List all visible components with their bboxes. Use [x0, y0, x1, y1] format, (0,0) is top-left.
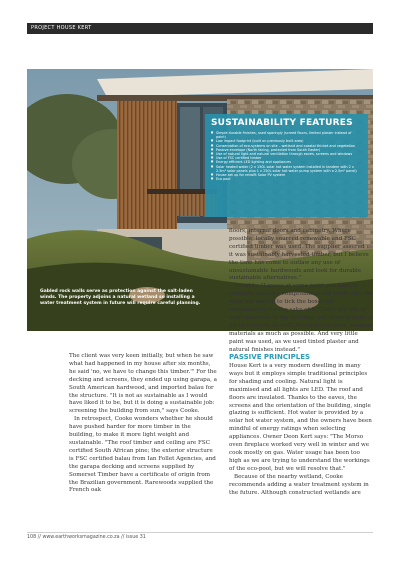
photo-caption: Gabled rock walls serve as protection against the salt-laden winds. The property adjoins a natural wetland so installing a water treatment system in future will require careful planning. [40, 289, 201, 306]
list-item: ■ Solar heated water (2 x 150L solar hot water system installed in tandem with 2 x 2.5m² solar panels plus 1 x 250L solar hot water pump system with a 2.5m² panel) [211, 165, 362, 173]
list-item: ■ Energy efficient LED lighting and appliances [211, 160, 362, 164]
list-item: ■ House set up for retrofit Solar PV system [211, 173, 362, 177]
section-label: PROJECT HOUSE KERT [31, 25, 92, 31]
section-header-bar [27, 23, 373, 34]
body-paragraph: Because of the nearby wetland, Cooke recommends adding a water treatment system in the future. Although constructed wetlands are [229, 473, 369, 496]
body-paragraph: House Kert is a very modern dwelling in many ways but it employs simple traditional principles for shading and cooling. Natural light is maximised and all lights are LED. The roof and floors are insulated. Thanks to the eaves, the screens and the orientation of the building, single glazing is sufficient. Hot water is provided by a solar hot water system, and the owners have been mindful of energy ratings when selecting appliances. Owner Deon Kert says: "The Morso oven fireplace worked very well in winter and we cook mostly on gas. Water usage has been too high as we are trying to understand the workings of the eco-pool, but we will resolve that." [229, 363, 372, 472]
page-footer [27, 532, 373, 543]
list-item: ■ Passive envelope (North facing, protected from South Easter) [211, 148, 362, 152]
list-item: ■ Use of natural light and natural ventilation through eaves, screens and windows [211, 152, 362, 156]
sustainability-title: SUSTAINABILITY FEATURES [211, 118, 353, 128]
sustainability-features-box [205, 114, 368, 217]
body-paragraph: floors, internal doors and cabinetry. Where possible, locally sourced renewable and FSC certified timber was used. The supplier assured us it was sustainably harvested timber, but I believe the time has come to outlaw any use of unsustainable hardwoods and look for durable sustainable alternatives." [229, 228, 373, 282]
sustainability-list [211, 131, 362, 181]
article-column-right-bottom [229, 353, 373, 497]
list-item: ■ Conservation of eco-systems on site – wetland and coastal thicket and vegetation [211, 144, 362, 148]
list-item: ■ Eco pool [211, 177, 362, 181]
list-item: ■ Low impact footprint (built on previously built area) [211, 139, 362, 143]
body-paragraph: He adds: "I guess at some point you have to carefully consider compromises and trade-offs. We were not aiming to tick the boxes for sustainability for the sake of it. There are lots of local materials in the building, but there is quite a bit of concrete as well. We used raw toxic, natural materials as much as possible. And very little paint was used, as we used tinted plaster and natural finishes instead." [229, 283, 373, 353]
body-paragraph: In retrospect, Cooke wonders whether he should have pushed harder for more timber in the building, to make it more light weight and sustainable. "The roof timber and ceiling are FSC certified South African pine; the exterior structure is FSC certified balau from Ian Follet Agencies, and the garapa decking and screens supplied by Somerset Timber have a certificate of origin from the Brazilian government. Rarewoods supplied the French oak [69, 416, 216, 494]
article-column-left [69, 353, 217, 495]
body-paragraph: The client was very keen initially, but when he saw what had happened in my house after six months, he said 'no, we have to change this timber.'" For the decking and screens, they ended up using garapa, a South American hardwood, and imported balau for the structure. "It is not as sustainable as I would have liked it to be, but it is doing a sustainable job: screening the building from sun," says Cooke. [69, 353, 217, 415]
article-column-right-top [229, 228, 373, 355]
list-item: ■ Use of FSC certified timber [211, 156, 362, 160]
list-item: ■ Simple durable finishes, used sparingly (screed floors, limited plaster instead of paint) [211, 131, 362, 139]
section-heading-passive-principles: PASSIVE PRINCIPLES [229, 353, 311, 361]
footer-text: 108 // www.earthworksmagazine.co.za // issue 31 [27, 535, 146, 540]
